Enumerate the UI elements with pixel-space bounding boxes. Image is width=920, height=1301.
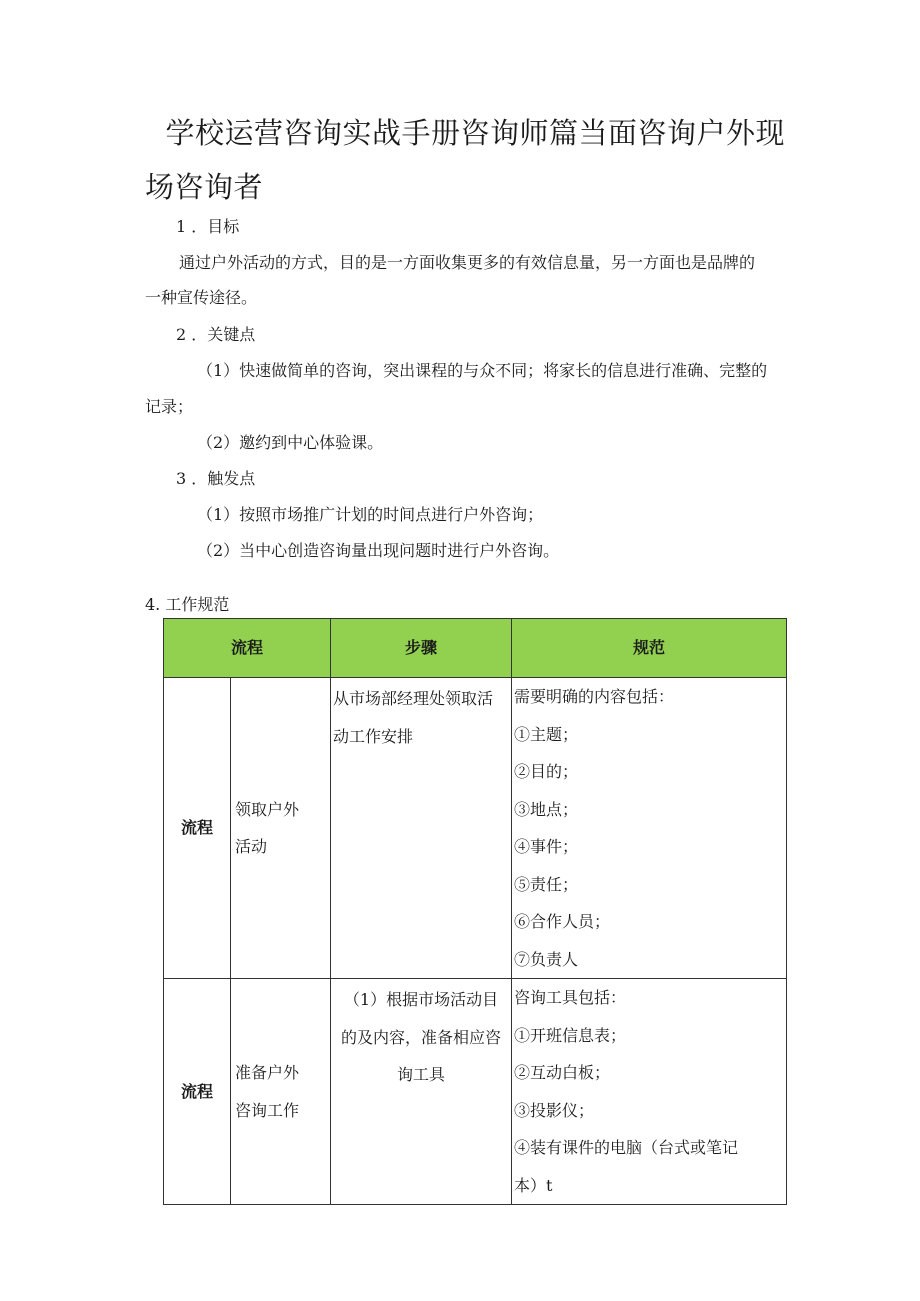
row-name [231,678,331,979]
row-spec-line: ②目的； [514,762,579,781]
row-spec [512,979,787,1205]
row-name-line: 活动 [235,837,268,856]
row-name-line: 准备户外 [235,1063,300,1082]
row-step-line: 询工具 [397,1065,446,1084]
table-header-row [164,619,787,678]
row-spec-line: ④装有课件的电脑（台式或笔记 [514,1138,739,1157]
row-step [331,678,512,979]
row-spec [512,678,787,979]
row-spec-line: ⑤责任； [514,874,579,894]
row-spec-line: ⑥合作人员； [514,912,611,931]
work-spec-table [163,618,787,1205]
row-spec-line: ②互动白板； [514,1063,611,1082]
row-category: 流程 [164,979,231,1205]
section-1-body-line-1: 通过户外活动的方式，目的是一方面收集更多的有效信息量，另一方面也是品牌的 [179,253,756,272]
row-step-line: 从市场部经理处领取活 [333,689,494,708]
row-spec-line: ①主题； [514,724,579,744]
row-spec-line: ①开班信息表； [514,1025,627,1045]
row-spec-line: 需要明确的内容包括： [514,687,675,706]
section-1-body-line-2: 一种宣传途径。 [145,288,258,307]
section-2-item-1-line-2: 记录； [145,397,194,416]
row-spec-line: 咨询工具包括： [514,988,627,1007]
row-step-line: 动工作安排 [333,726,414,746]
row-spec-line: ③地点； [514,799,579,819]
row-step [331,979,512,1205]
section-2-item-2: （2）邀约到中心体验课。 [197,433,384,452]
section-2-heading: 2 ．关键点 [176,325,256,344]
header-spec: 规范 [512,619,787,678]
row-step-line: 的及内容，准备相应咨 [341,1027,502,1047]
section-4-heading: 4. 工作规范 [145,595,230,614]
row-name-line: 咨询工作 [235,1100,300,1120]
section-1-heading: 1 ．目标 [176,217,240,236]
section-3-heading: 3 ．触发点 [176,469,256,488]
section-2-item-1-line-1: （1）快速做简单的咨询，突出课程的与众不同；将家长的信息进行准确、完整的 [197,361,768,380]
header-process: 流程 [164,619,331,678]
title-line-1: 学校运营咨询实战手册咨询师篇当面咨询户外现 [165,116,785,150]
row-step-line: （1）根据市场活动目 [343,990,499,1009]
table-row [164,678,787,979]
row-name [231,979,331,1205]
section-3-item-1: （1）按照市场推广计划的时间点进行户外咨询； [197,505,544,524]
row-spec-line: ⑦负责人 [514,949,579,969]
row-name-line: 领取户外 [235,799,300,819]
table-row [164,979,787,1205]
row-category: 流程 [164,678,231,979]
row-spec-line: ③投影仪； [514,1100,595,1120]
row-spec-line: 本）t [514,1175,553,1195]
section-3-item-2: （2）当中心创造咨询量出现问题时进行户外咨询。 [197,541,560,560]
header-step: 步骤 [331,619,512,678]
row-spec-line: ④事件； [514,837,579,856]
title-line-2: 场咨询者 [145,170,264,204]
